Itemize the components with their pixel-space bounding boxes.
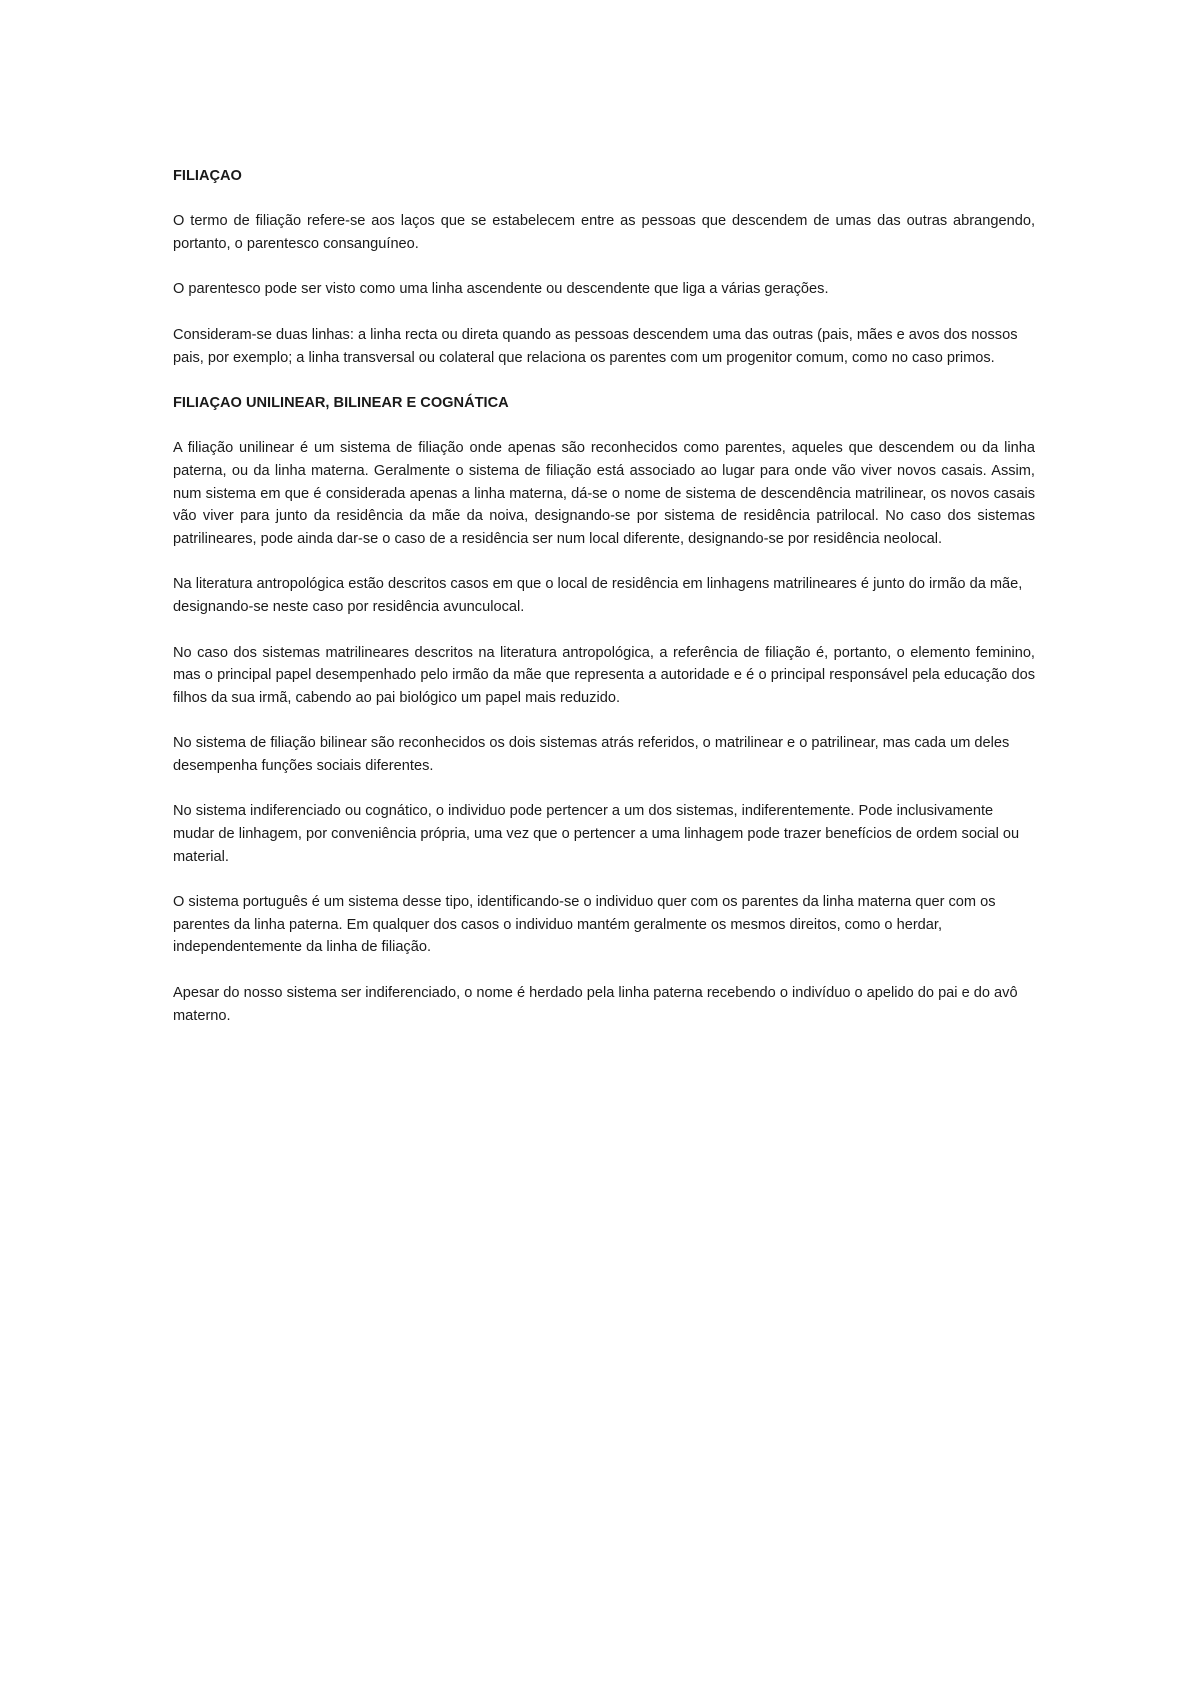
paragraph-avunculocal: Na literatura antropológica estão descritos casos em que o local de residência em linhagens matrilineares é junto do irmão da mãe, designando-se neste caso por residência avunculocal. <box>173 576 1023 615</box>
paragraph-bilinear: No sistema de filiação bilinear são reconhecidos os dois sistemas atrás referidos, o matrilinear e o patrilinear, mas cada um deles desempenha funções sociais diferentes. <box>173 735 1010 774</box>
document-body <box>173 165 1035 1050</box>
document-title: FILIAÇAO <box>173 168 242 184</box>
paragraph-unilinear: A filiação unilinear é um sistema de filiação onde apenas são reconhecidos como parentes, aqueles que descendem ou da linha paterna, ou da linha materna. Geralmente o sistema de filiação está associado ao lugar para onde vão viver novos casais. Assim, num sistema em que é considerada apenas a linha materna, dá-se o nome de sistema de descendência matrilinear, os novos casais vão viver para junto da residência da mãe da noiva, designando-se por sistema de residência patrilocal. No caso dos sistemas patrilineares, pode ainda dar-se o caso de a residência ser num local diferente, designando-se por residência neolocal. <box>173 440 1035 547</box>
paragraph-apelido: Apesar do nosso sistema ser indiferenciado, o nome é herdado pela linha paterna recebendo o indivíduo o apelido do pai e do avô materno. <box>173 985 1018 1024</box>
paragraph-matrilineares: No caso dos sistemas matrilineares descritos na literatura antropológica, a referência de filiação é, portanto, o elemento feminino, mas o principal papel desempenhado pelo irmão da mãe que representa a autoridade e é o principal responsável pela educação dos filhos da sua irmã, cabendo ao pai biológico um papel mais reduzido. <box>173 644 1035 706</box>
paragraph-duas-linhas: Consideram-se duas linhas: a linha recta ou direta quando as pessoas descendem uma das outras (pais, mães e avos dos nossos pais, por exemplo; a linha transversal ou colateral que relaciona os parentes com um progenitor comum, como no caso primos. <box>173 326 1018 366</box>
paragraph-cognatico: No sistema indiferenciado ou cognático, o individuo pode pertencer a um dos sistemas, indiferentemente. Pode inclusivamente mudar de linhagem, por conveniência própria, uma vez que o pertencer a uma linhagem pode trazer benefícios de ordem social ou material. <box>173 803 1020 865</box>
paragraph-definition: O termo de filiação refere-se aos laços que se estabelecem entre as pessoas que descendem de umas das outras abrangendo, portanto, o parentesco consanguíneo. <box>173 213 1035 252</box>
paragraph-sistema-portugues: O sistema português é um sistema desse tipo, identificando-se o individuo quer com os parentes da linha materna quer com os parentes da linha paterna. Em qualquer dos casos o individuo mantém geralmente os mesmos direitos, como o herdar, independentemente da linha de filiação. <box>173 894 996 956</box>
paragraph-parentesco: O parentesco pode ser visto como uma linha ascendente ou descendente que liga a várias gerações. <box>173 281 829 298</box>
section-heading: FILIAÇAO UNILINEAR, BILINEAR E COGNÁTICA <box>173 395 509 412</box>
